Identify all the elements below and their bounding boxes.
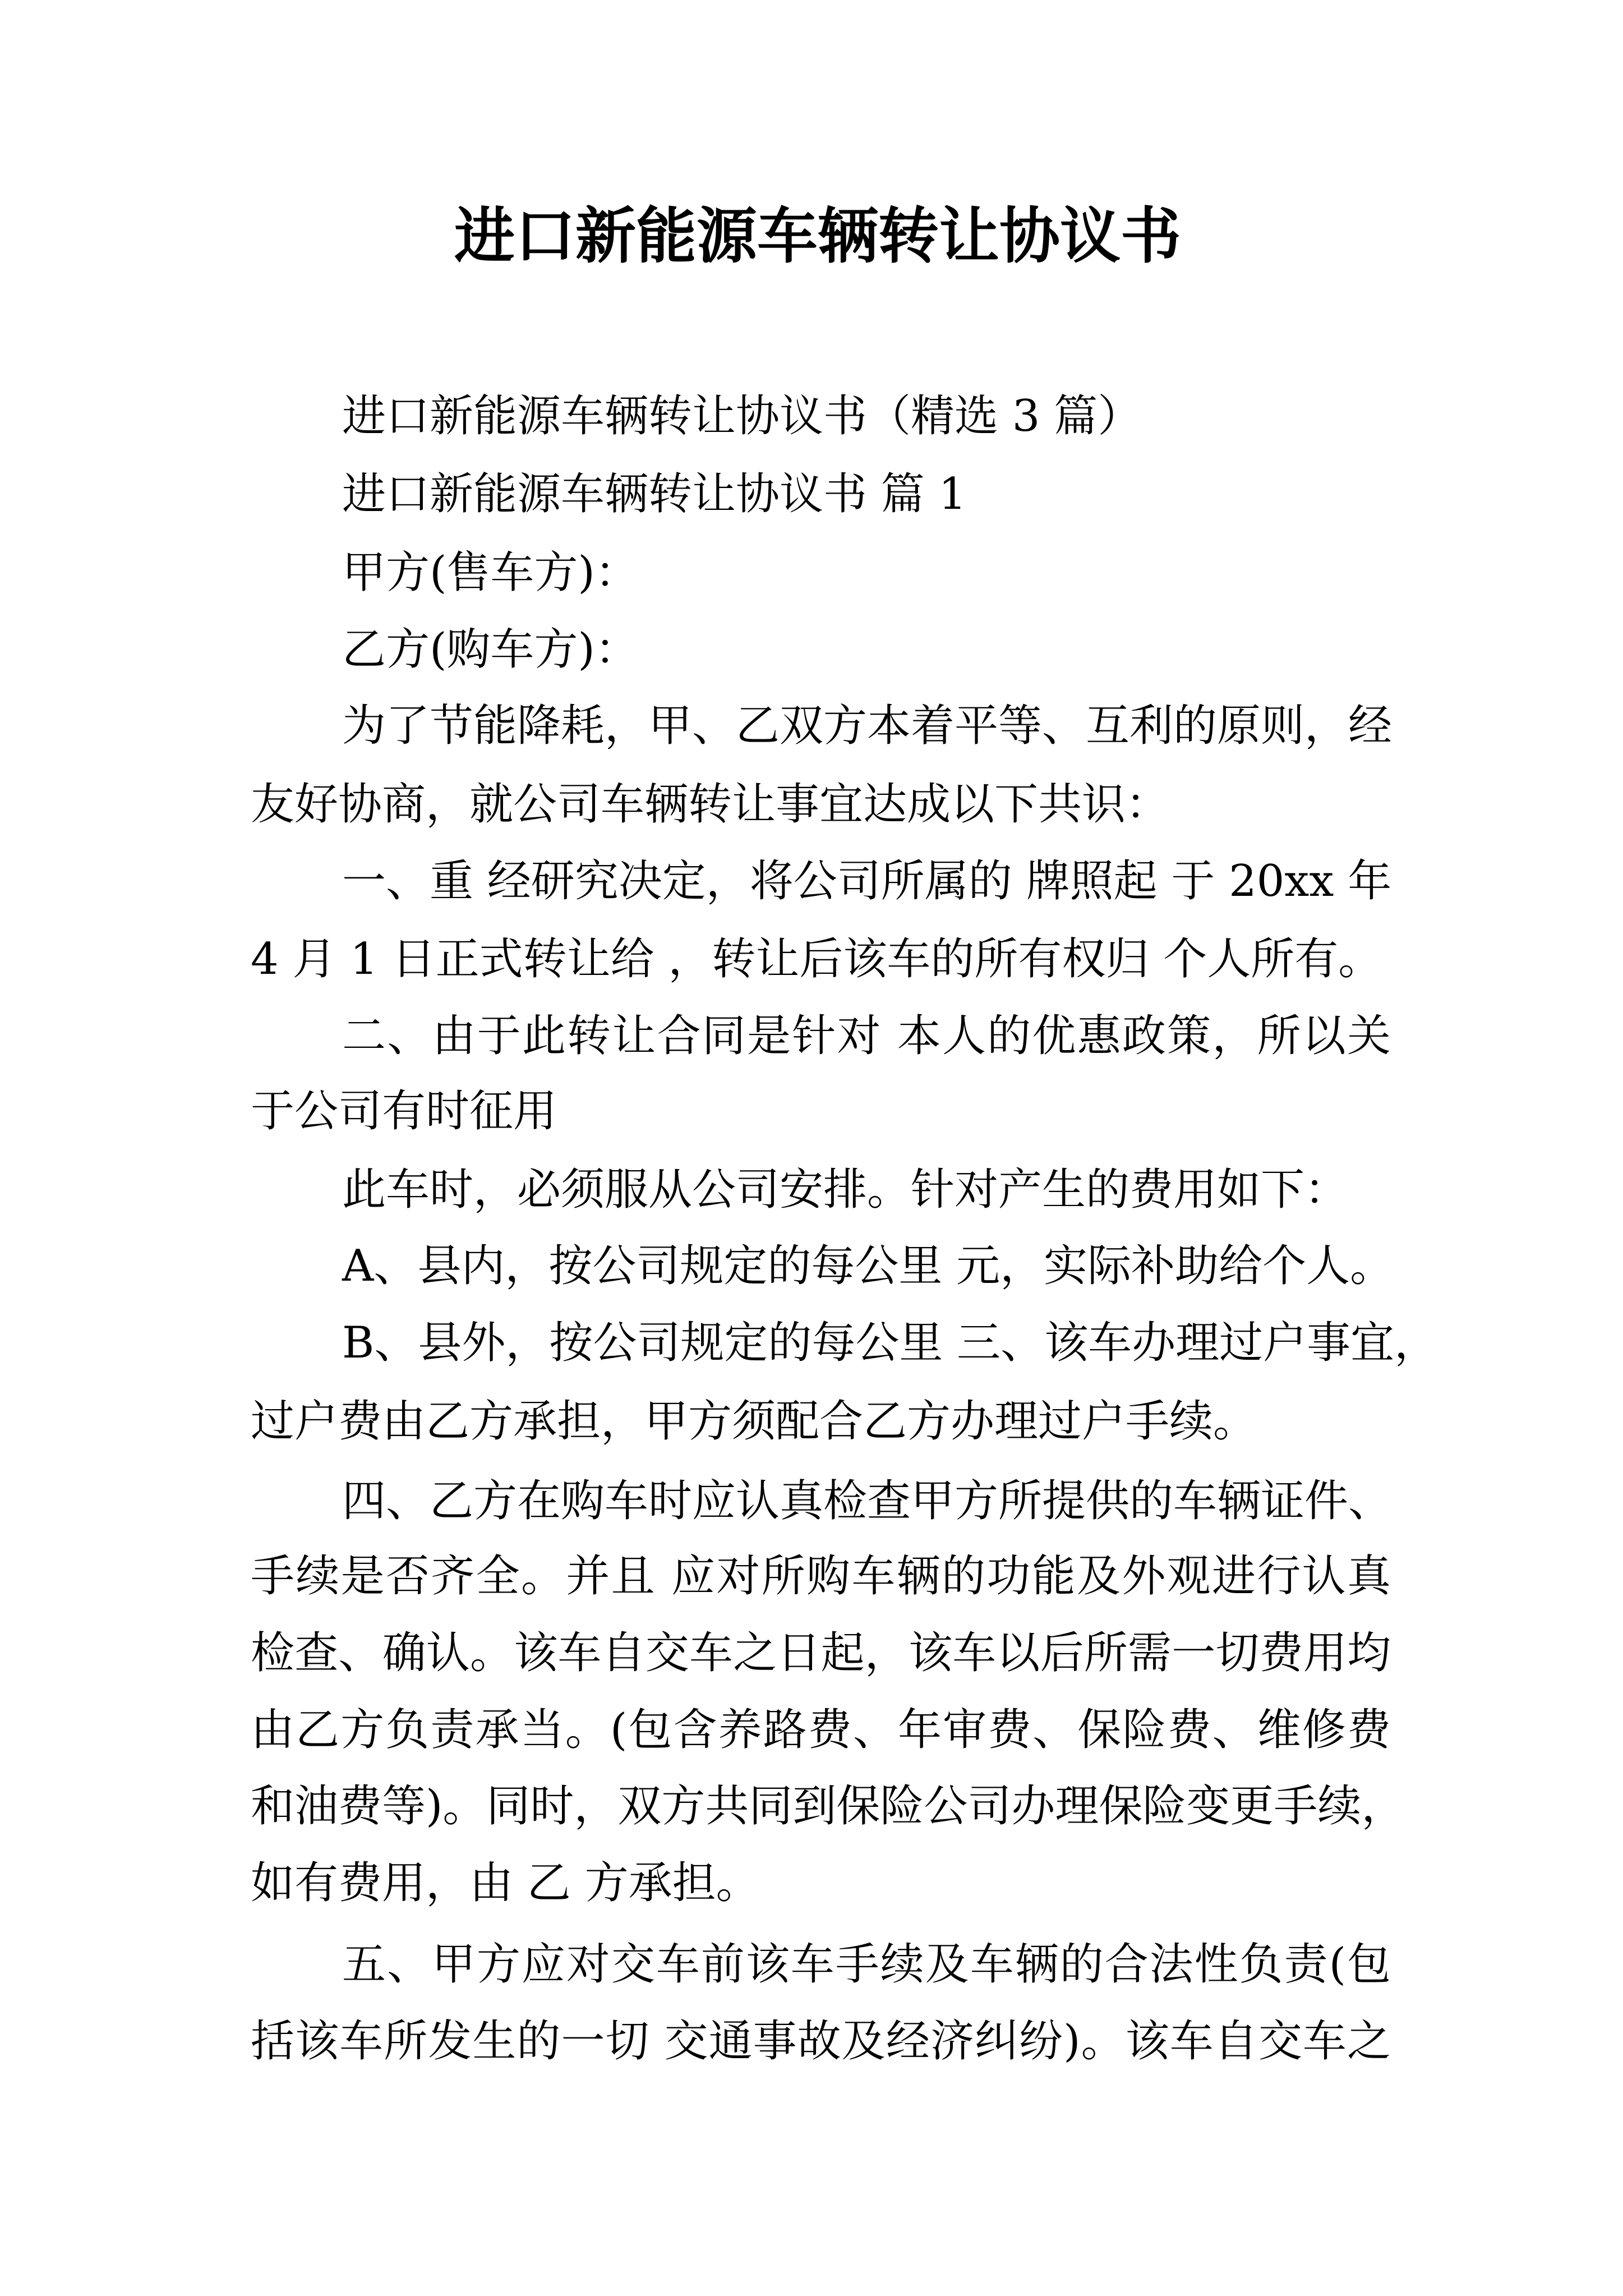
paragraph-line: 由乙方负责承当。(包含养路费、年审费、保险费、维修费: [251, 1705, 1391, 1755]
paragraph-line: 和油费等)。同时，双方共同到保险公司办理保险变更手续，: [251, 1781, 1405, 1832]
paragraph-line: 4 月 1 日正式转让给 ，转让后该车的所有权归 个人所有。: [251, 934, 1382, 984]
paragraph-line: 友好协商，就公司车辆转让事宜达成以下共识：: [251, 779, 1170, 830]
paragraph-line: 检查、确认。该车自交车之日起，该车以后所需一切费用均: [251, 1628, 1391, 1678]
paragraph-line: 为了节能降耗，甲、乙双方本着平等、互利的原则，经: [342, 701, 1393, 751]
paragraph-line: 过户费由乙方承担，甲方须配合乙方办理过户手续。: [251, 1396, 1257, 1447]
paragraph-line: B、县外，按公司规定的每公里 三、该车办理过户事宜，: [342, 1318, 1438, 1368]
paragraph-line: 五、甲方应对交车前该车手续及车辆的合法性负责(包: [342, 1939, 1391, 1990]
party-a-label: 甲方(售车方)：: [342, 547, 639, 598]
paragraph-line: A、县内，按公司规定的每公里 元，实际补助给个人。: [342, 1241, 1394, 1291]
paragraph-line: 一、重 经研究决定，将公司所属的 牌照起 于 20xx 年: [342, 856, 1392, 907]
paragraph-line: 四、乙方在购车时应认真检查甲方所提供的车辆证件、: [342, 1476, 1393, 1526]
party-b-label: 乙方(购车方)：: [342, 624, 639, 675]
paragraph-line: 二、由于此转让合同是针对 本人的优惠政策，所以关: [342, 1011, 1391, 1061]
paragraph-line: 如有费用，由 乙 方承担。: [251, 1858, 760, 1908]
document-title: 进口新能源车辆转让协议书: [454, 201, 1181, 272]
section-heading: 进口新能源车辆转让协议书 篇 1: [342, 469, 967, 519]
collection-title: 进口新能源车辆转让协议书（精选 3 篇）: [342, 391, 1142, 441]
paragraph-line: 于公司有时征用: [251, 1086, 557, 1137]
paragraph-line: 此车时，必须服从公司安排。针对产生的费用如下：: [342, 1165, 1349, 1215]
paragraph-line: 手续是否齐全。并且 应对所购车辆的功能及外观进行认真: [251, 1551, 1391, 1602]
paragraph-line: 括该车所发生的一切 交通事故及经济纠纷)。该车自交车之: [251, 2016, 1391, 2067]
